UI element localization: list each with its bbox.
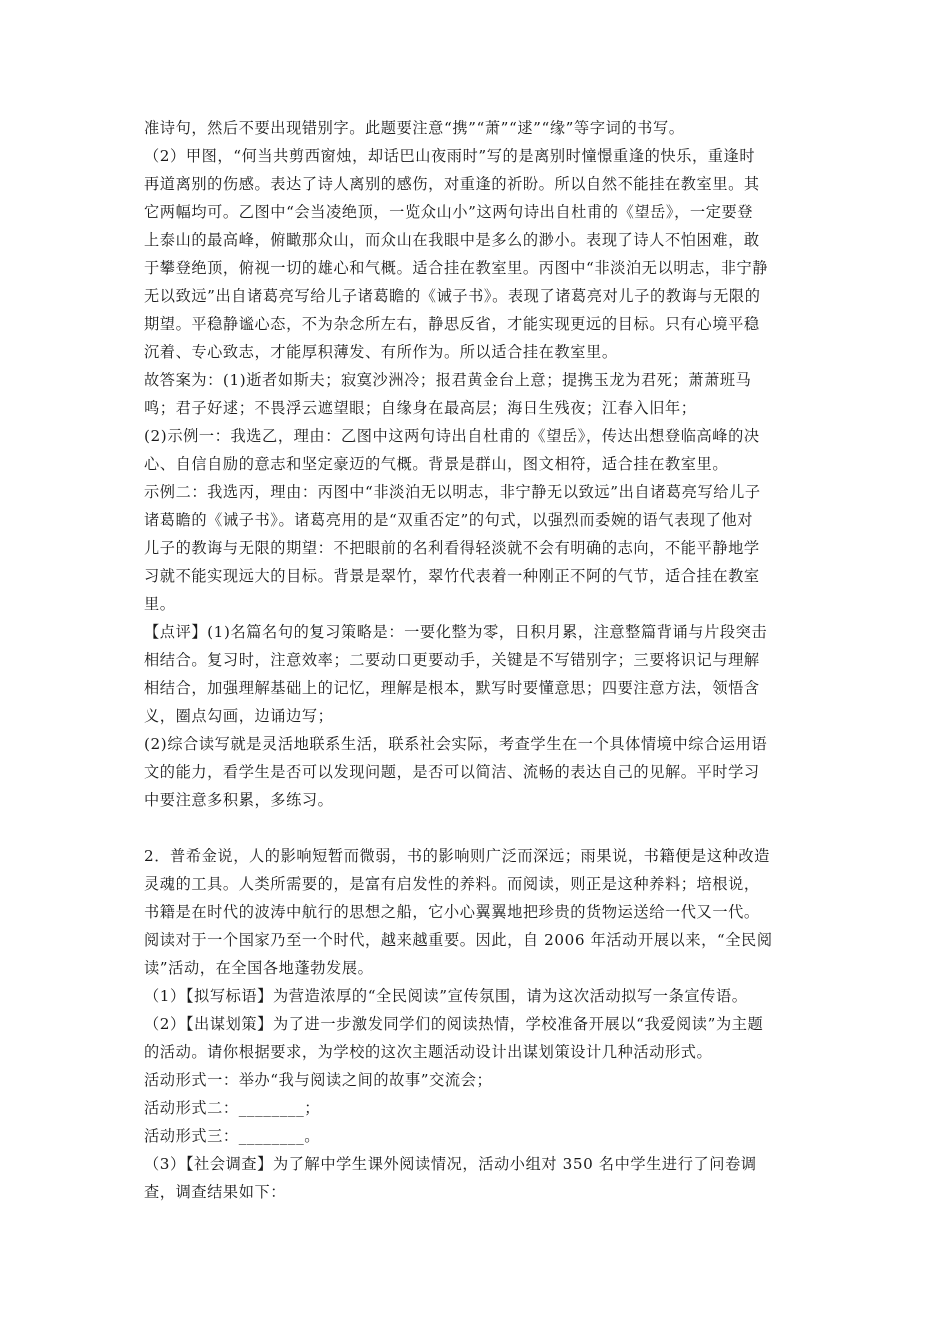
text-line: 义，圈点勾画，边诵边写； [144, 707, 334, 725]
text-line: 灵魂的工具。人类所需要的，是富有启发性的养料。而阅读，则正是这种养料；培根说， [144, 875, 760, 893]
text-line: （2）甲图，“何当共剪西窗烛，却话巴山夜雨时”写的是离别时憧憬重逢的快乐，重逢时 [144, 147, 756, 165]
text-line: 习就不能实现远大的目标。背景是翠竹，翠竹代表着一种刚正不阿的气节，适合挂在教室 [144, 567, 760, 585]
text-line: 活动形式三：________。 [144, 1127, 321, 1145]
text-line: 相结合。复习时，注意效率；二要动口更要动手，关键是不写错别字；三要将识记与理解 [144, 651, 760, 669]
text-line: 沉着、专心致志，才能厚积薄发、有所作为。所以适合挂在教室里。 [144, 343, 618, 361]
text-line: 的活动。请你根据要求，为学校的这次主题活动设计出谋划策设计几种活动形式。 [144, 1043, 713, 1061]
text-line: 诸葛瞻的《诫子书》。诸葛亮用的是“双重否定”的句式，以强烈而委婉的语气表现了他对 [144, 511, 754, 529]
text-line: (2)综合读写就是灵活地联系生活，联系社会实际，考查学生在一个具体情境中综合运用语 [144, 735, 768, 753]
text-line: 【点评】(1)名篇名句的复习策略是：一要化整为零，日积月累，注意整篇背诵与片段突击 [144, 623, 768, 641]
text-line: 心、自信自励的意志和坚定豪迈的气概。背景是群山，图文相符，适合挂在教室里。 [144, 455, 729, 473]
text-line: 儿子的教诲与无限的期望：不把眼前的名利看得轻淡就不会有明确的志向，不能平静地学 [144, 539, 760, 557]
text-line: 故答案为：(1)逝者如斯夫；寂寞沙洲冷；报君黄金台上意；提携玉龙为君死；萧萧班马 [144, 371, 752, 389]
text-line: 活动形式一：举办“我与阅读之间的故事”交流会； [144, 1071, 493, 1089]
text-line: 无以致远”出自诸葛亮写给儿子诸葛瞻的《诫子书》。表现了诸葛亮对儿子的教诲与无限的 [144, 287, 761, 305]
text-line: （1）【拟写标语】为营造浓厚的“全民阅读”宣传氛围，请为这次活动拟写一条宣传语。 [144, 987, 748, 1005]
text-line: 期望。平稳静谧心态，不为杂念所左右，静思反省，才能实现更远的目标。只有心境平稳 [144, 315, 760, 333]
text-line: 再道离别的伤感。表达了诗人离别的感伤，对重逢的祈盼。所以自然不能挂在教室里。其 [144, 175, 760, 193]
text-line: 文的能力，看学生是否可以发现问题，是否可以简洁、流畅的表达自己的见解。平时学习 [144, 763, 760, 781]
text-line: 示例二：我选丙，理由：丙图中“非淡泊无以明志，非宁静无以致远”出自诸葛亮写给儿子 [144, 483, 761, 501]
text-line: 查，调查结果如下： [144, 1183, 287, 1201]
text-line: （2）【出谋划策】为了进一步激发同学们的阅读热情，学校准备开展以“我爱阅读”为主题 [144, 1015, 764, 1033]
text-line: 上泰山的最高峰，俯瞰那众山，而众山在我眼中是多么的渺小。表现了诗人不怕困难，敢 [144, 231, 760, 249]
text-line: 准诗句，然后不要出现错别字。此题要注意“携”“萧”“逑”“缘”等字词的书写。 [144, 119, 685, 137]
text-line: 中要注意多积累，多练习。 [144, 791, 334, 809]
text-line: 读”活动，在全国各地蓬勃发展。 [144, 959, 374, 977]
text-line: 鸣；君子好逑；不畏浮云遮望眼；自缘身在最高层；海日生残夜；江春入旧年； [144, 399, 697, 417]
text-line: 里。 [144, 595, 176, 613]
text-line: 它两幅均可。乙图中“会当凌绝顶，一览众山小”这两句诗出自杜甫的《望岳》，一定要登 [144, 203, 754, 221]
text-line: 相结合，加强理解基础上的记忆，理解是根本，默写时要懂意思；四要注意方法，领悟含 [144, 679, 760, 697]
text-line: 活动形式二：________； [144, 1099, 321, 1117]
text-line: 书籍是在时代的波涛中航行的思想之船，它小心翼翼地把珍贵的货物运送给一代又一代。 [144, 903, 760, 921]
text-line: 于攀登绝顶，俯视一切的雄心和气概。适合挂在教室里。丙图中“非淡泊无以明志，非宁静 [144, 259, 769, 277]
text-line: （3）【社会调查】为了解中学生课外阅读情况，活动小组对 350 名中学生进行了问卷调 [144, 1155, 757, 1173]
text-line: 2．普希金说，人的影响短暂而微弱，书的影响则广泛而深远；雨果说，书籍便是这种改造 [144, 847, 770, 865]
text-line: (2)示例一：我选乙，理由：乙图中这两句诗出自杜甫的《望岳》，传达出想登临高峰的决 [144, 427, 760, 445]
text-line: 阅读对于一个国家乃至一个时代，越来越重要。因此，自 2006 年活动开展以来，“全民阅 [144, 931, 773, 949]
